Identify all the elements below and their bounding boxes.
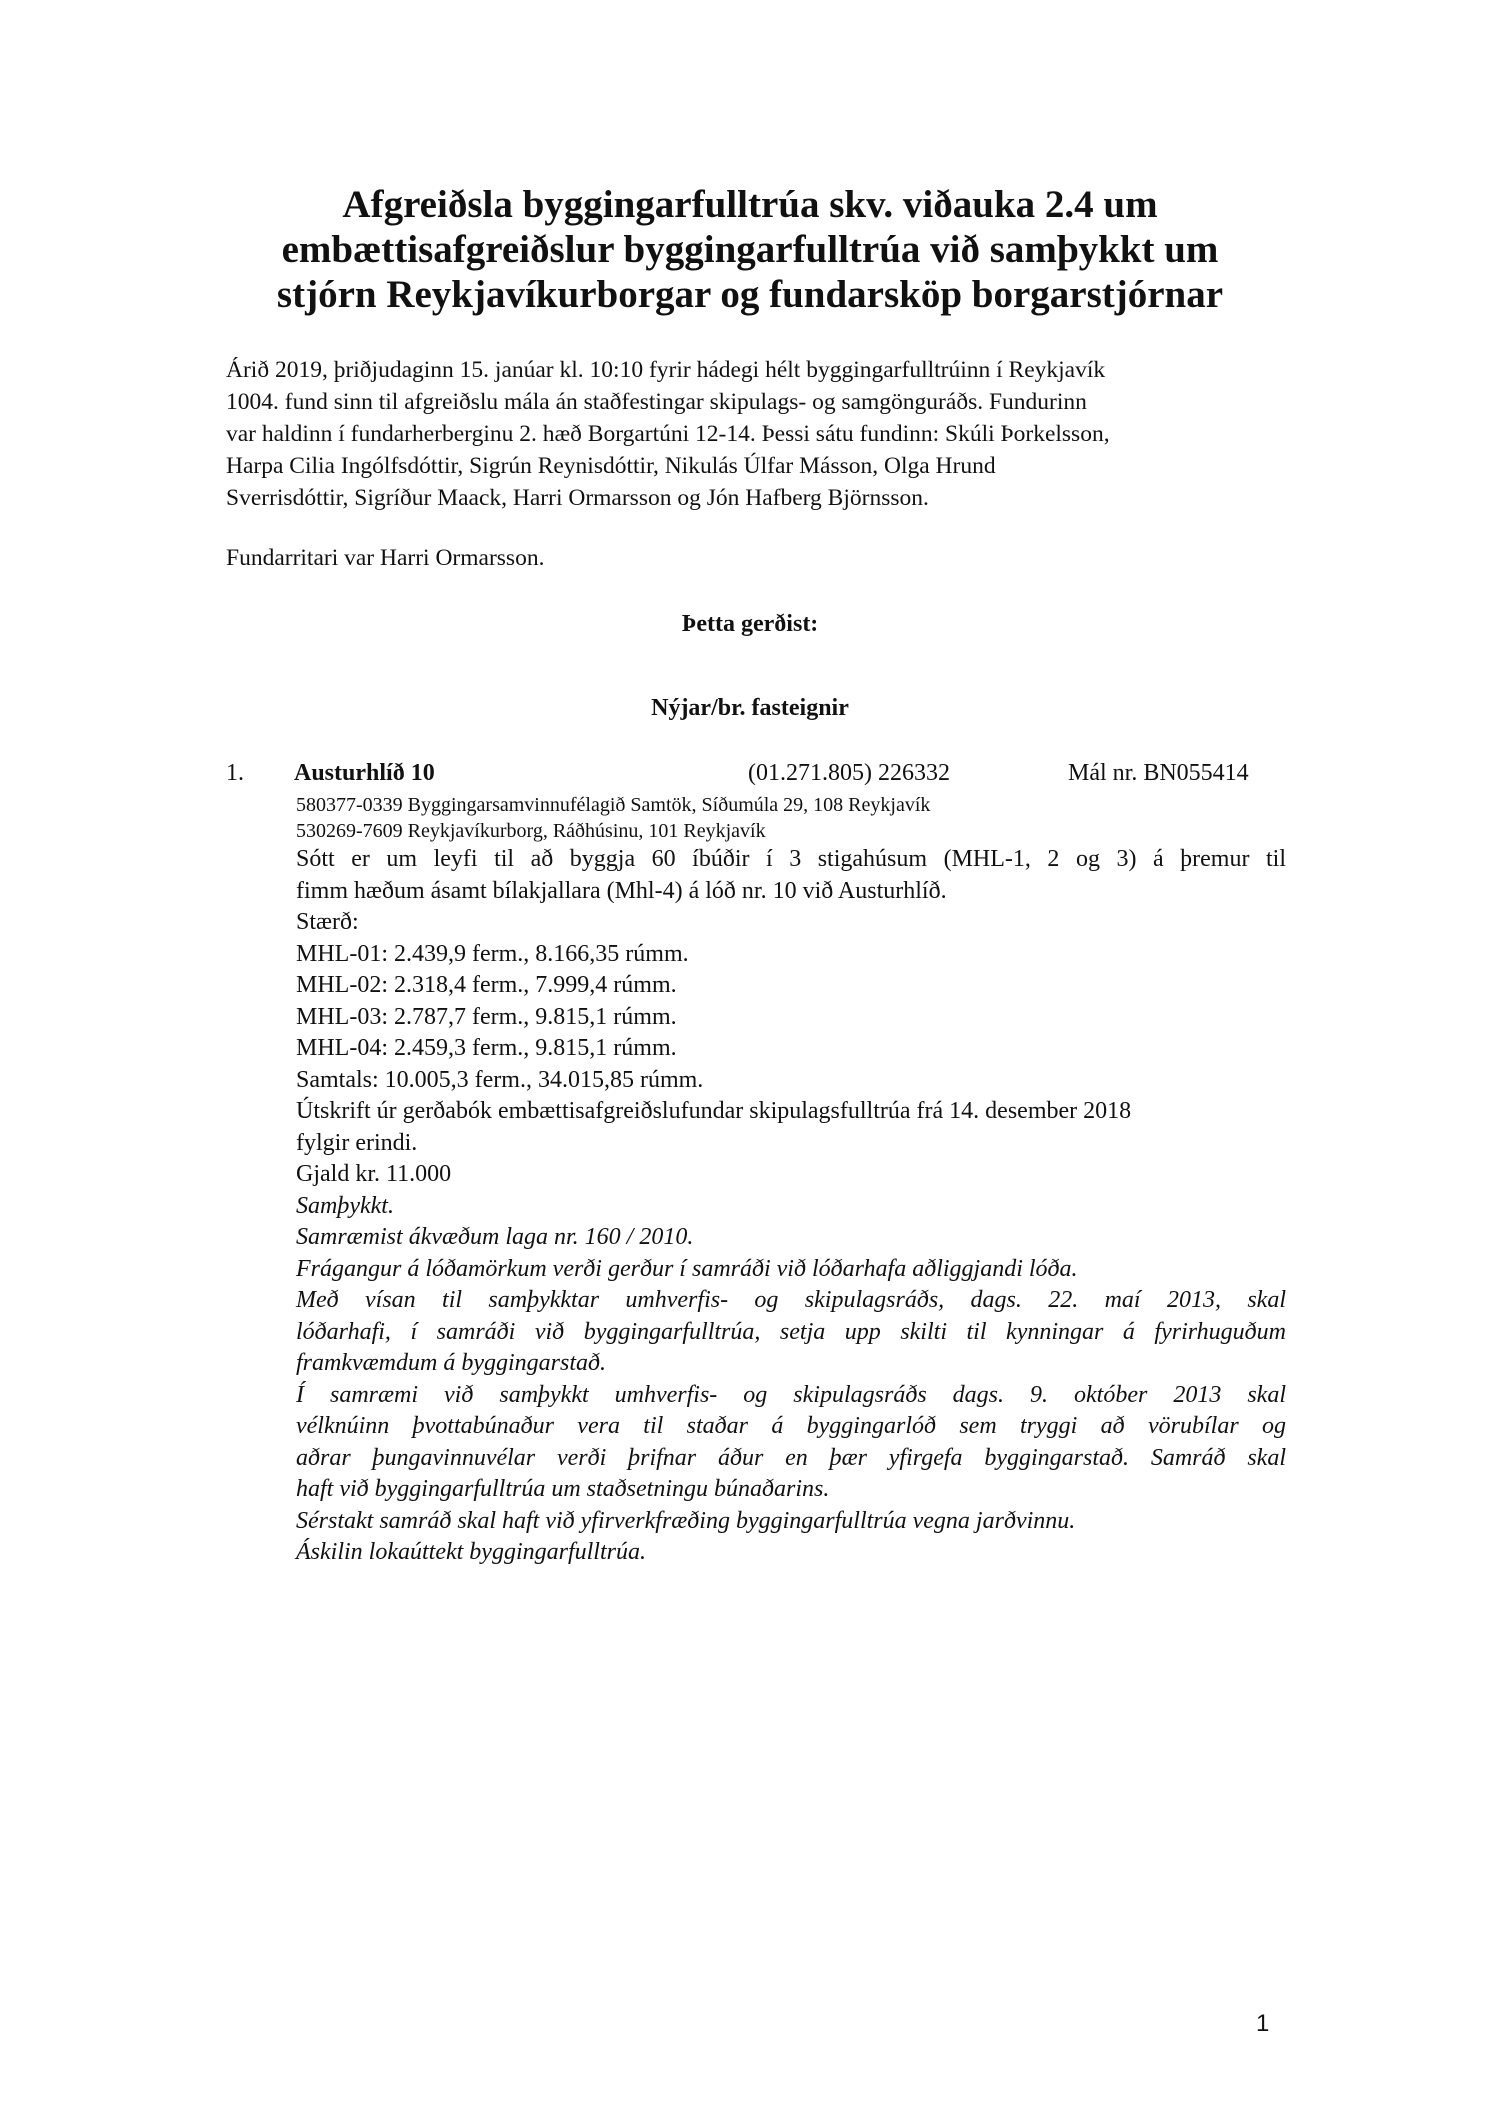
wash-condition [296, 1380, 1286, 1506]
title-line: embættisafgreiðslur byggingarfulltrúa við samþykkt um [281, 228, 1219, 271]
document-title [200, 182, 1300, 317]
law-compliance: Samræmist ákvæðum laga nr. 160 / 2010. [296, 1224, 694, 1250]
application-line: fimm hæðum ásamt bílakjallara (Mhl-4) á lóð nr. 10 við Austurhlíð. [296, 877, 947, 904]
title-line: Afgreiðsla byggingarfulltrúa skv. viðauka 2.4 um [342, 183, 1158, 226]
boundary-condition: Frágangur á lóðamörkum verði gerður í samráði við lóðarhafa aðliggjandi lóða. [296, 1255, 1078, 1282]
intro-line: var haldinn í fundarherberginu 2. hæð Borgartúni 12-14. Þessi sátu fundinn: Skúli Þorkelsson, [226, 421, 1110, 447]
intro-line: Árið 2019, þriðjudaginn 15. janúar kl. 10:10 fyrir hádegi hélt byggingarfulltrúinn í Reykjavík [226, 357, 1106, 383]
case-header [226, 760, 1286, 792]
excerpt-text [296, 1096, 1286, 1191]
case-party: 530269-7609 Reykjavíkurborg, Ráðhúsinu, 101 Reykjavík [296, 820, 766, 842]
wash-line: aðrar þungavinnuvélar verði þrifnar áður en þær yfirgefa byggingarstað. Samráð skal [296, 1444, 1286, 1471]
case-address: Austurhlíð 10 [294, 760, 435, 786]
fee: Gjald kr. 11.000 [296, 1161, 452, 1187]
wash-line: haft við byggingarfulltrúa um staðsetningu búnaðarins. [296, 1476, 830, 1502]
intro-line: Harpa Cilia Ingólfsdóttir, Sigrún Reynisdóttir, Nikulás Úlfar Másson, Olga Hrund [226, 453, 996, 479]
meeting-intro [226, 354, 1276, 514]
decision-block [296, 1191, 1286, 1286]
intro-line: Sverrisdóttir, Sigríður Maack, Harri Ormarsson og Jón Hafberg Björnsson. [226, 485, 929, 511]
meeting-secretary: Fundarritari var Harri Ormarsson. [226, 545, 545, 571]
case-entry [226, 760, 1286, 1569]
decision: Samþykkt. [296, 1192, 394, 1219]
wash-line: Í samræmi við samþykkt umhverfis- og skipulagsráðs dags. 9. október 2013 skal [296, 1381, 1286, 1408]
title-line: stjórn Reykjavíkurborgar og fundarsköp borgarstjórnar [276, 273, 1224, 316]
section-heading: Þetta gerðist: [681, 611, 819, 637]
size-line: MHL-01: 2.439,9 ferm., 8.166,35 rúmm. [296, 940, 689, 967]
case-number: 1. [226, 760, 244, 786]
case-party: 580377-0339 Byggingarsamvinnufélagið Samtök, Síðumúla 29, 108 Reykjavík [296, 794, 931, 816]
size-label: Stærð: [296, 909, 359, 935]
intro-line: 1004. fund sinn til afgreiðslu mála án staðfestingar skipulags- og samgönguráðs. Fundurinn [226, 389, 1087, 415]
earthwork-condition: Sérstakt samráð skal haft við yfirverkfræðing byggingarfulltrúa vegna jarðvinnu. [296, 1507, 1076, 1534]
final-conditions [296, 1506, 1286, 1569]
case-land-id: (01.271.805) 226332 [748, 760, 950, 786]
subsection-heading: Nýjar/br. fasteignir [651, 695, 849, 721]
final-inspection: Áskilin lokaúttekt byggingarfulltrúa. [296, 1539, 646, 1565]
application-text [296, 844, 1286, 907]
application-line: Sótt er um leyfi til að byggja 60 íbúðir í 3 stigahúsum (MHL-1, 2 og 3) á þremur til [296, 846, 1286, 872]
size-block [296, 907, 1286, 1096]
wash-line: vélknúinn þvottabúnaður vera til staðar á byggingarlóð sem tryggi að vörubílar og [296, 1413, 1286, 1439]
sign-line: lóðarhafi, í samráði við byggingarfulltrúa, setja upp skilti til kynningar á fyrirhuguðum [296, 1318, 1286, 1345]
size-line: MHL-04: 2.459,3 ferm., 9.815,1 rúmm. [296, 1035, 677, 1061]
sign-condition [296, 1285, 1286, 1380]
case-reference-number: Mál nr. BN055414 [1068, 760, 1249, 786]
excerpt-line: Útskrift úr gerðabók embættisafgreiðslufundar skipulagsfulltrúa frá 14. desember 2018 [296, 1098, 1132, 1124]
size-total: Samtals: 10.005,3 ferm., 34.015,85 rúmm. [296, 1066, 704, 1093]
excerpt-line: fylgir erindi. [296, 1129, 418, 1156]
page-number: 1 [1256, 2010, 1270, 2037]
case-body [296, 792, 1286, 1569]
size-line: MHL-03: 2.787,7 ferm., 9.815,1 rúmm. [296, 1003, 677, 1030]
sign-line: Með vísan til samþykktar umhverfis- og skipulagsráðs, dags. 22. maí 2013, skal [296, 1287, 1286, 1313]
sign-line: framkvæmdum á byggingarstað. [296, 1350, 606, 1376]
size-line: MHL-02: 2.318,4 ferm., 7.999,4 rúmm. [296, 972, 677, 998]
